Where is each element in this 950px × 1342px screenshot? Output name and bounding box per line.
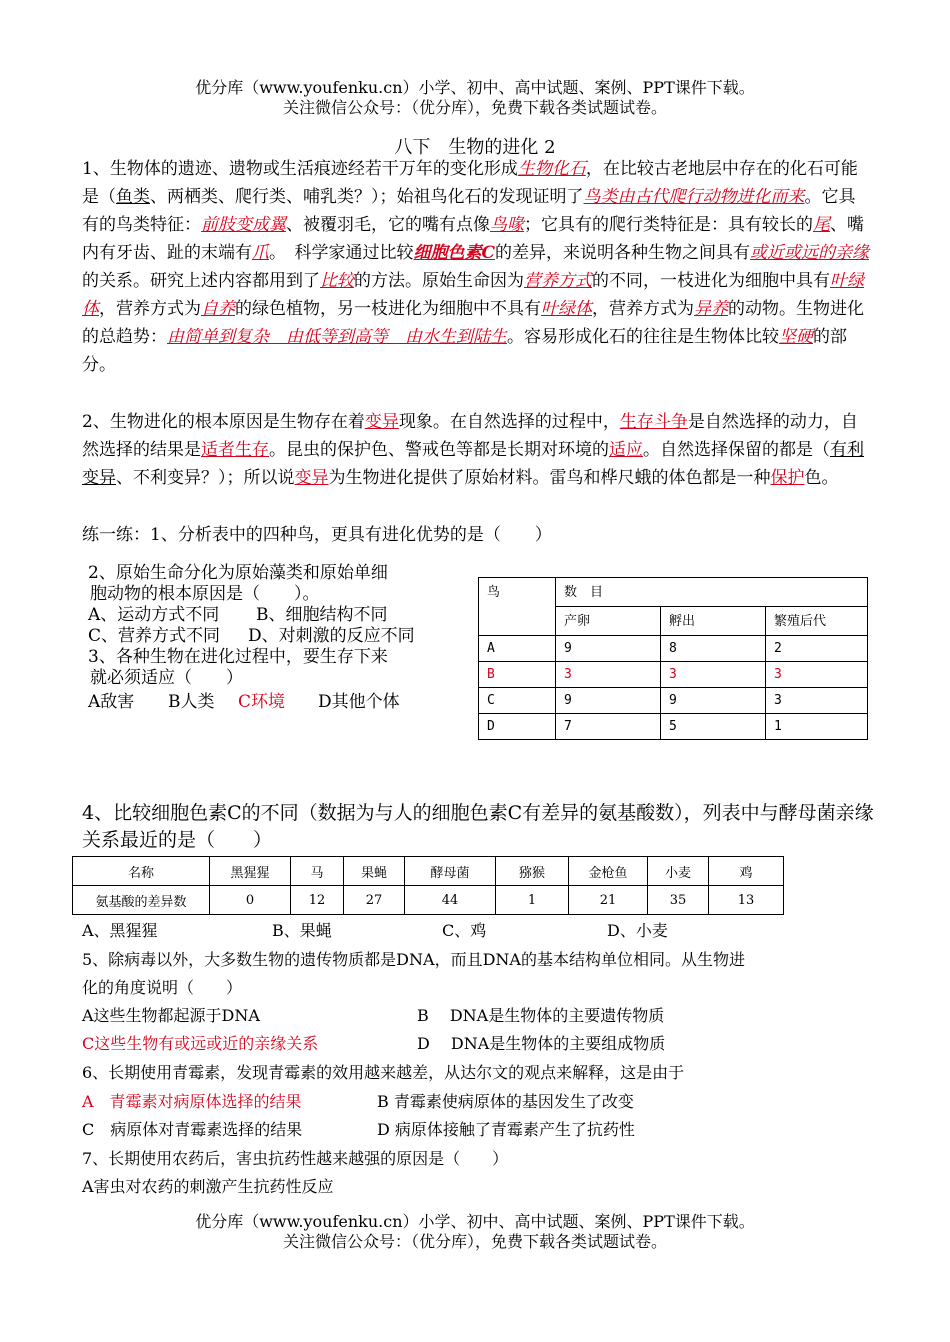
q1-answer: 尾 — [813, 215, 830, 235]
table-cell: C — [479, 688, 556, 714]
p2-answer: 适者生存 — [201, 440, 269, 460]
table-cell: 鸡 — [709, 857, 784, 886]
q2-stem: 2、原始生命分化为原始藻类和原始单细 — [88, 563, 388, 583]
q1-text: 。它具有的鸟类特征： — [82, 187, 856, 235]
q1-answer-underlined: 鱼类 — [116, 187, 150, 207]
q1-answer: 生物化石 — [517, 159, 586, 179]
header-line-1: 优分库（www.youfenku.cn）小学、初中、高中试题、案例、PPT课件下载。 — [195, 78, 755, 97]
table-cell: 13 — [709, 886, 784, 915]
q2-option-b: B、细胞结构不同 — [256, 605, 388, 625]
table-cell: 3 — [661, 662, 766, 688]
p2-text: 是自然选择的动力，自然选择的结果是 — [82, 412, 858, 460]
p2-text: 。昆虫的保护色、警戒色等都是长期对环境的 — [269, 440, 609, 460]
q5-stem: 5、除病毒以外，大多数生物的遗传物质都是DNA，而且DNA的基本结构单位相同。从生物进 — [82, 950, 745, 969]
q6-option-c: C 病原体对青霉素选择的结果 — [82, 1120, 303, 1139]
table-cell: 35 — [648, 886, 709, 915]
table-cell: 2 — [766, 636, 868, 662]
q4-option-c: C、鸡 — [442, 921, 487, 940]
q6-option-d: D 病原体接触了青霉素产生了抗药性 — [377, 1120, 635, 1139]
page-title: 八下 生物的进化 2 — [394, 137, 556, 158]
q1-text: 的差异，来说明各种生物之间具有 — [495, 243, 751, 263]
q5-options-row — [82, 1033, 882, 1055]
q2-stem: 胞动物的根本原因是（ ）。 — [90, 584, 320, 604]
table-header-cell: 繁殖后代 — [766, 607, 868, 636]
q1-answer: 鸟类由古代爬行动物进化而来 — [583, 187, 805, 207]
q1-answer: 异养 — [694, 299, 728, 319]
table-cell: 44 — [405, 886, 496, 915]
q5-option-a: A这些生物都起源于DNA — [82, 1006, 260, 1025]
q1-text: 的绿色植物，另一枝进化为细胞中不具有 — [235, 299, 541, 319]
q3-stem: 就必须适应（ ） — [90, 668, 243, 688]
q5-options-row — [82, 1005, 882, 1027]
table-header-cell: 孵出 — [661, 607, 766, 636]
question-4-stem: 4、比较细胞色素C的不同（数据为与人的细胞色素C有差异的氨基酸数），列表中与酵母菌亲缘关系最近的是（ ） — [82, 802, 874, 851]
bird-table — [478, 577, 868, 740]
q3-option-c: C环境 — [238, 692, 286, 712]
question-2-block — [88, 563, 468, 713]
table-header-cell: 产卵 — [556, 607, 661, 636]
q6-stem: 6、长期使用青霉素，发现青霉素的效用越来越差，从达尔文的观点来解释，这是由于 — [82, 1063, 685, 1082]
table-cell: D — [479, 714, 556, 740]
table-cell: 12 — [291, 886, 344, 915]
table-header-cell: 鸟 — [479, 578, 556, 636]
q1-text: ，营养方式为 — [99, 299, 201, 319]
table-cell: 1 — [766, 714, 868, 740]
q1-answer: 前肢变成翼 — [201, 215, 286, 235]
q1-answer: 鸟喙 — [490, 215, 524, 235]
q3-option-d: D其他个体 — [318, 692, 400, 712]
p2-text: 2、生物进化的根本原因是生物存在着 — [82, 412, 365, 432]
p2-text: 。自然选择保留的都是（ — [643, 440, 830, 460]
p2-answer: 变异 — [364, 412, 399, 432]
p2-text: 、不利变异？）；所以说 — [116, 468, 295, 488]
question-1-paragraph — [82, 155, 872, 379]
q2-options-row — [88, 626, 468, 647]
table-row — [479, 688, 868, 714]
p2-text: 色。 — [804, 468, 839, 488]
table-cell: 9 — [556, 636, 661, 662]
table-cell: 3 — [766, 688, 868, 714]
q7-option-a: A害虫对农药的刺激产生抗药性反应 — [82, 1177, 334, 1196]
cytochrome-table — [72, 856, 784, 915]
q1-answer: 坚硬 — [779, 327, 813, 347]
q5-stem: 化的角度说明（ ） — [82, 978, 243, 997]
q1-text: 的动物。生物进化的总趋势： — [82, 299, 864, 347]
q1-answer: 比较 — [320, 271, 354, 291]
footer-line-2: 关注微信公众号：（优分库），免费下载各类试题试卷。 — [282, 1232, 667, 1251]
q2-option-a: A、运动方式不同 — [88, 605, 220, 625]
table-cell: 9 — [661, 688, 766, 714]
q1-text: 1、生物体的遗迹、遗物或生活痕迹经若干万年的变化形成 — [82, 159, 518, 179]
q2-option-d: D、对刺激的反应不同 — [248, 626, 415, 646]
p2-answer: 适应 — [609, 440, 643, 460]
q3-stem: 3、各种生物在进化过程中，要生存下来 — [88, 647, 388, 667]
header-line-2: 关注微信公众号：（优分库），免费下载各类试题试卷。 — [282, 98, 667, 117]
table-cell: 0 — [210, 886, 291, 915]
q2-options-row — [88, 605, 468, 626]
table-row — [479, 662, 868, 688]
footer-line-1: 优分库（www.youfenku.cn）小学、初中、高中试题、案例、PPT课件下载。 — [195, 1212, 755, 1231]
q4-option-a: A、黑猩猩 — [82, 921, 158, 940]
table-row — [73, 857, 784, 886]
table-row — [73, 886, 784, 915]
q1-answer: 细胞色素C — [413, 243, 496, 263]
table-cell: 21 — [569, 886, 648, 915]
table-cell: 金枪鱼 — [569, 857, 648, 886]
q1-answer: 爪 — [252, 243, 269, 263]
q4-options-row — [82, 920, 882, 942]
q5-option-c: C这些生物有或远或近的亲缘关系 — [82, 1034, 319, 1053]
q1-answer: 由简单到复杂 由低等到高等 由水生到陆生 — [167, 327, 507, 347]
p2-answer: 变异 — [294, 468, 329, 488]
p2-text: 为生物进化提供了原始材料。雷鸟和桦尺蛾的体色都是一种 — [328, 468, 771, 488]
table-cell: A — [479, 636, 556, 662]
table-cell: 1 — [496, 886, 569, 915]
q6-option-a: A 青霉素对病原体选择的结果 — [82, 1092, 302, 1111]
table-header-cell: 数 目 — [556, 578, 868, 607]
p2-answer: 保护 — [770, 468, 805, 488]
q1-text: ；它具有的爬行类特征是：具有较长的 — [524, 215, 813, 235]
table-cell: 7 — [556, 714, 661, 740]
question-2-paragraph — [82, 408, 872, 492]
q4-option-d: D、小麦 — [607, 921, 668, 940]
p2-answer-underlined: 有利变异 — [82, 440, 864, 488]
q1-answer: 叶绿体 — [541, 299, 592, 319]
q1-text: 的部分。 — [82, 327, 847, 375]
table-cell: 9 — [556, 688, 661, 714]
q1-text: 、两栖类、爬行类、哺乳类？）；始祖鸟化石的发现证明了 — [150, 187, 584, 207]
q1-text: 。 科学家通过比较 — [269, 243, 414, 263]
table-cell: B — [479, 662, 556, 688]
table-cell: 黑猩猩 — [210, 857, 291, 886]
q4-option-b: B、果蝇 — [272, 921, 332, 940]
q1-text: ，营养方式为 — [592, 299, 694, 319]
q1-text: 的不同，一枝进化为细胞中具有 — [592, 271, 830, 291]
q6-option-b: B 青霉素使病原体的基因发生了改变 — [377, 1092, 634, 1111]
q1-answer: 叶绿体 — [82, 271, 864, 319]
q5-option-d: D DNA是生物体的主要组成物质 — [417, 1034, 666, 1053]
table-cell: 5 — [661, 714, 766, 740]
table-cell: 果蝇 — [344, 857, 405, 886]
table-row — [479, 578, 868, 607]
table-cell: 3 — [556, 662, 661, 688]
q7-stem: 7、长期使用农药后，害虫抗药性越来越强的原因是（ ） — [82, 1149, 509, 1168]
q1-answer: 自养 — [201, 299, 235, 319]
q2-option-c: C、营养方式不同 — [88, 626, 221, 646]
table-cell: 酵母菌 — [405, 857, 496, 886]
q1-text: 、嘴内有牙齿、趾的末端有 — [82, 215, 864, 263]
q1-answer: 营养方式 — [524, 271, 592, 291]
table-cell: 马 — [291, 857, 344, 886]
q3-option-b: B人类 — [168, 692, 215, 712]
q6-options-row — [82, 1119, 882, 1141]
table-cell: 猕猴 — [496, 857, 569, 886]
table-cell: 小麦 — [648, 857, 709, 886]
q1-text: 。容易形成化石的往往是生物体比较 — [507, 327, 779, 347]
q6-options-row — [82, 1091, 882, 1113]
q1-answer: 或近或远的亲缘 — [750, 243, 870, 263]
table-header-cell: 氨基酸的差异数 — [73, 886, 210, 915]
table-cell: 8 — [661, 636, 766, 662]
table-cell: 27 — [344, 886, 405, 915]
table-row — [479, 636, 868, 662]
p2-answer: 生存斗争 — [619, 412, 688, 432]
q5-option-b: B DNA是生物体的主要遗传物质 — [417, 1006, 665, 1025]
q1-text: 、被覆羽毛，它的嘴有点像 — [286, 215, 490, 235]
table-row — [479, 714, 868, 740]
table-cell: 3 — [766, 662, 868, 688]
q1-text: ，在比较古老地层中存在的化石可能是（ — [82, 159, 858, 207]
table-header-cell: 名称 — [73, 857, 210, 886]
practice-question-1: 练一练：1、分析表中的四种鸟，更具有进化优势的是（ ） — [82, 525, 552, 545]
p2-text: 现象。在自然选择的过程中， — [398, 412, 620, 432]
q1-text: 的方法。原始生命因为 — [354, 271, 524, 291]
q3-options-row — [88, 692, 468, 713]
q3-option-a: A敌害 — [88, 692, 135, 712]
q1-text: 的关系。研究上述内容都用到了 — [82, 271, 320, 291]
